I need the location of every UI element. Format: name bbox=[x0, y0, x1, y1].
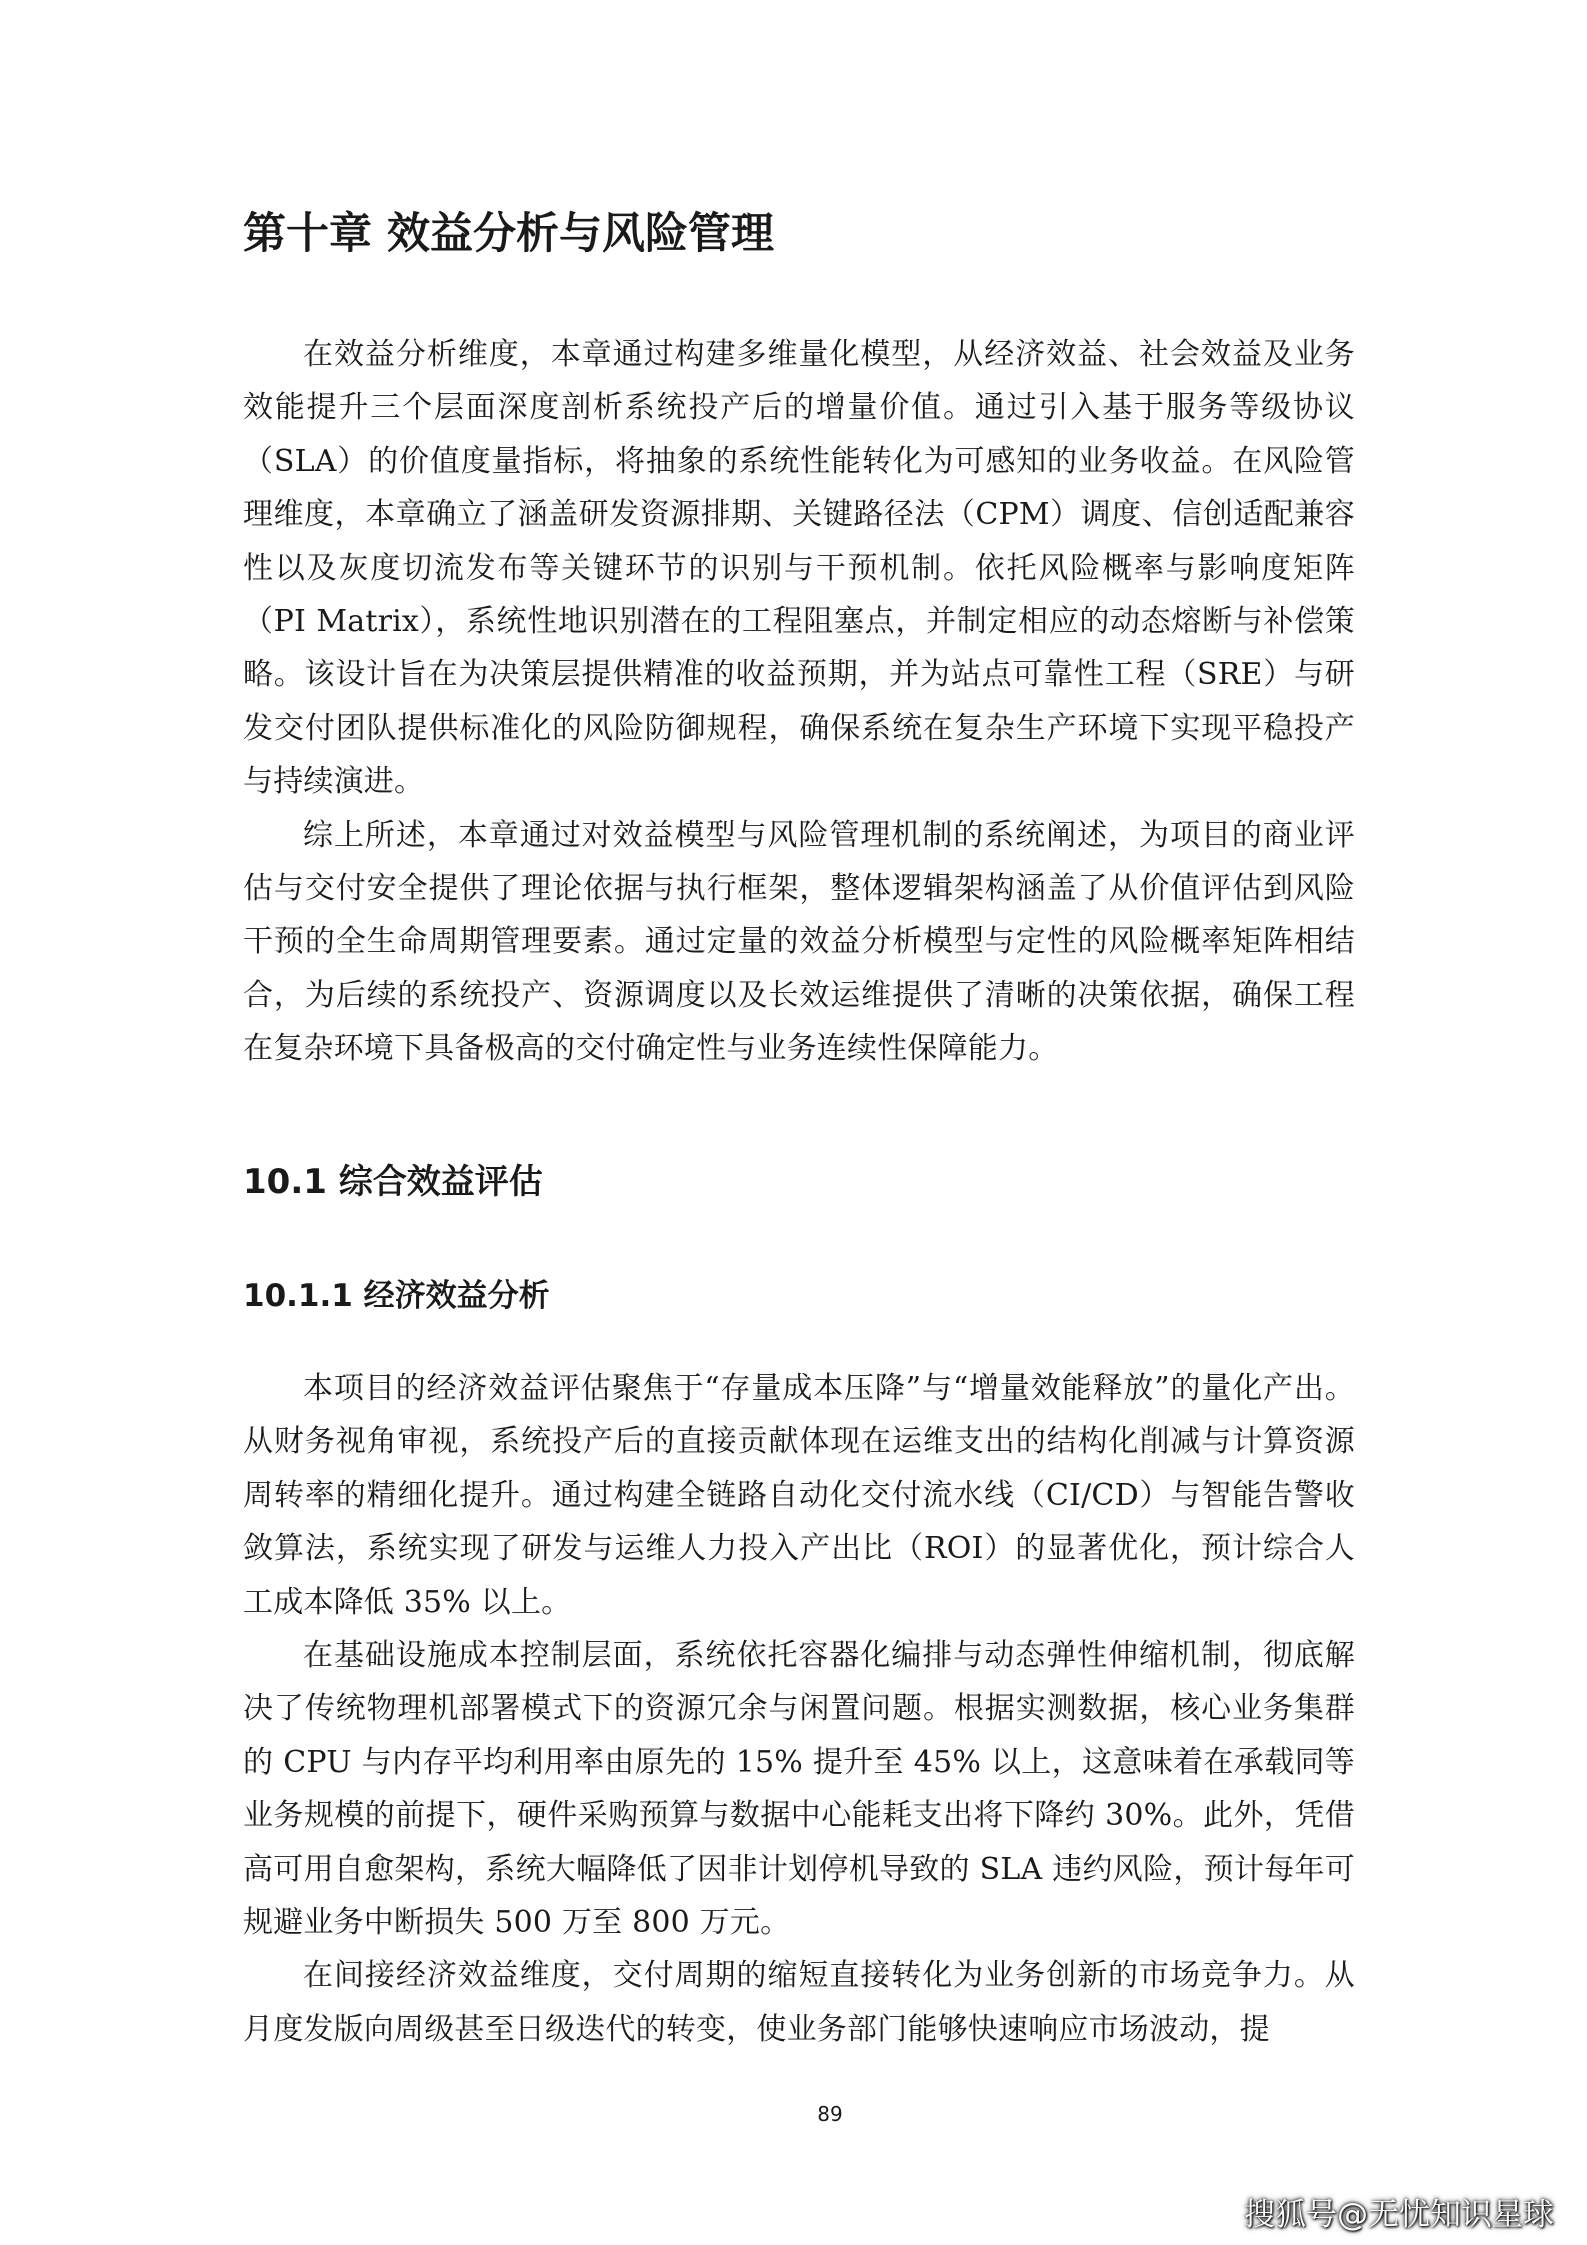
intro-paragraph-2: 综上所述，本章通过对效益模型与风险管理机制的系统阐述，为项目的商业评估与交付安全提供了理论依据与执行框架，整体逻辑架构涵盖了从价值评估到风险干预的全生命周期管理要素。通过定量的效益分析模型与定性的风险概率矩阵相结合，为后续的系统投产、资源调度以及长效运维提供了清晰的决策依据，确保工程在复杂环境下具备极高的交付确定性与业务连续性保障能力。 bbox=[243, 817, 1355, 1067]
econ-paragraph-1: 本项目的经济效益评估聚焦于“存量成本压降”与“增量效能释放”的量化产出。从财务视角审视，系统投产后的直接贡献体现在运维支出的结构化削减与计算资源周转率的精细化提升。通过构建全链路自动化交付流水线（CI/CD）与智能告警收敛算法，系统实现了研发与运维人力投入产出比（ROI）的显著优化，预计综合人工成本降低 35% 以上。 bbox=[243, 1371, 1355, 1620]
econ-paragraph-3: 在间接经济效益维度，交付周期的缩短直接转化为业务创新的市场竞争力。从月度发版向周级甚至日级迭代的转变，使业务部门能够快速响应市场波动，提 bbox=[243, 1958, 1355, 2047]
section-heading: 10.1 综合效益评估 bbox=[243, 1162, 543, 1202]
subsection-body bbox=[243, 1362, 1355, 2056]
page-number: 89 bbox=[817, 2102, 843, 2126]
chapter-title: 第十章 效益分析与风险管理 bbox=[243, 209, 774, 259]
chapter-intro bbox=[243, 328, 1355, 1076]
intro-paragraph-1: 在效益分析维度，本章通过构建多维量化模型，从经济效益、社会效益及业务效能提升三个层面深度剖析系统投产后的增量价值。通过引入基于服务等级协议（SLA）的价值度量指标，将抽象的系统性能转化为可感知的业务收益。在风险管理维度，本章确立了涵盖研发资源排期、关键路径法（CPM）调度、信创适配兼容性以及灰度切流发布等关键环节的识别与干预机制。依托风险概率与影响度矩阵（PI Matrix），系统性地识别潜在的工程阻塞点，并制定相应的动态熔断与补偿策略。该设计旨在为决策层提供精准的收益预期，并为站点可靠性工程（SRE）与研发交付团队提供标准化的风险防御规程，确保系统在复杂生产环境下实现平稳投产与持续演进。 bbox=[243, 337, 1355, 800]
subsection-heading: 10.1.1 经济效益分析 bbox=[243, 1278, 550, 1314]
econ-paragraph-2: 在基础设施成本控制层面，系统依托容器化编排与动态弹性伸缩机制，彻底解决了传统物理机部署模式下的资源冗余与闲置问题。根据实测数据，核心业务集群的 CPU 与内存平均利用率由原先的 15% 提升至 45% 以上，这意味着在承载同等业务规模的前提下，硬件采购预算与数据中心能耗支出将下降约 30%。此外，凭借高可用自愈架构，系统大幅降低了因非计划停机导致的 SLA 违约风险，预计每年可规避业务中断损失 500 万至 800 万元。 bbox=[243, 1638, 1355, 1941]
watermark: 搜狐号@无忧知识星球 bbox=[1244, 2197, 1554, 2233]
